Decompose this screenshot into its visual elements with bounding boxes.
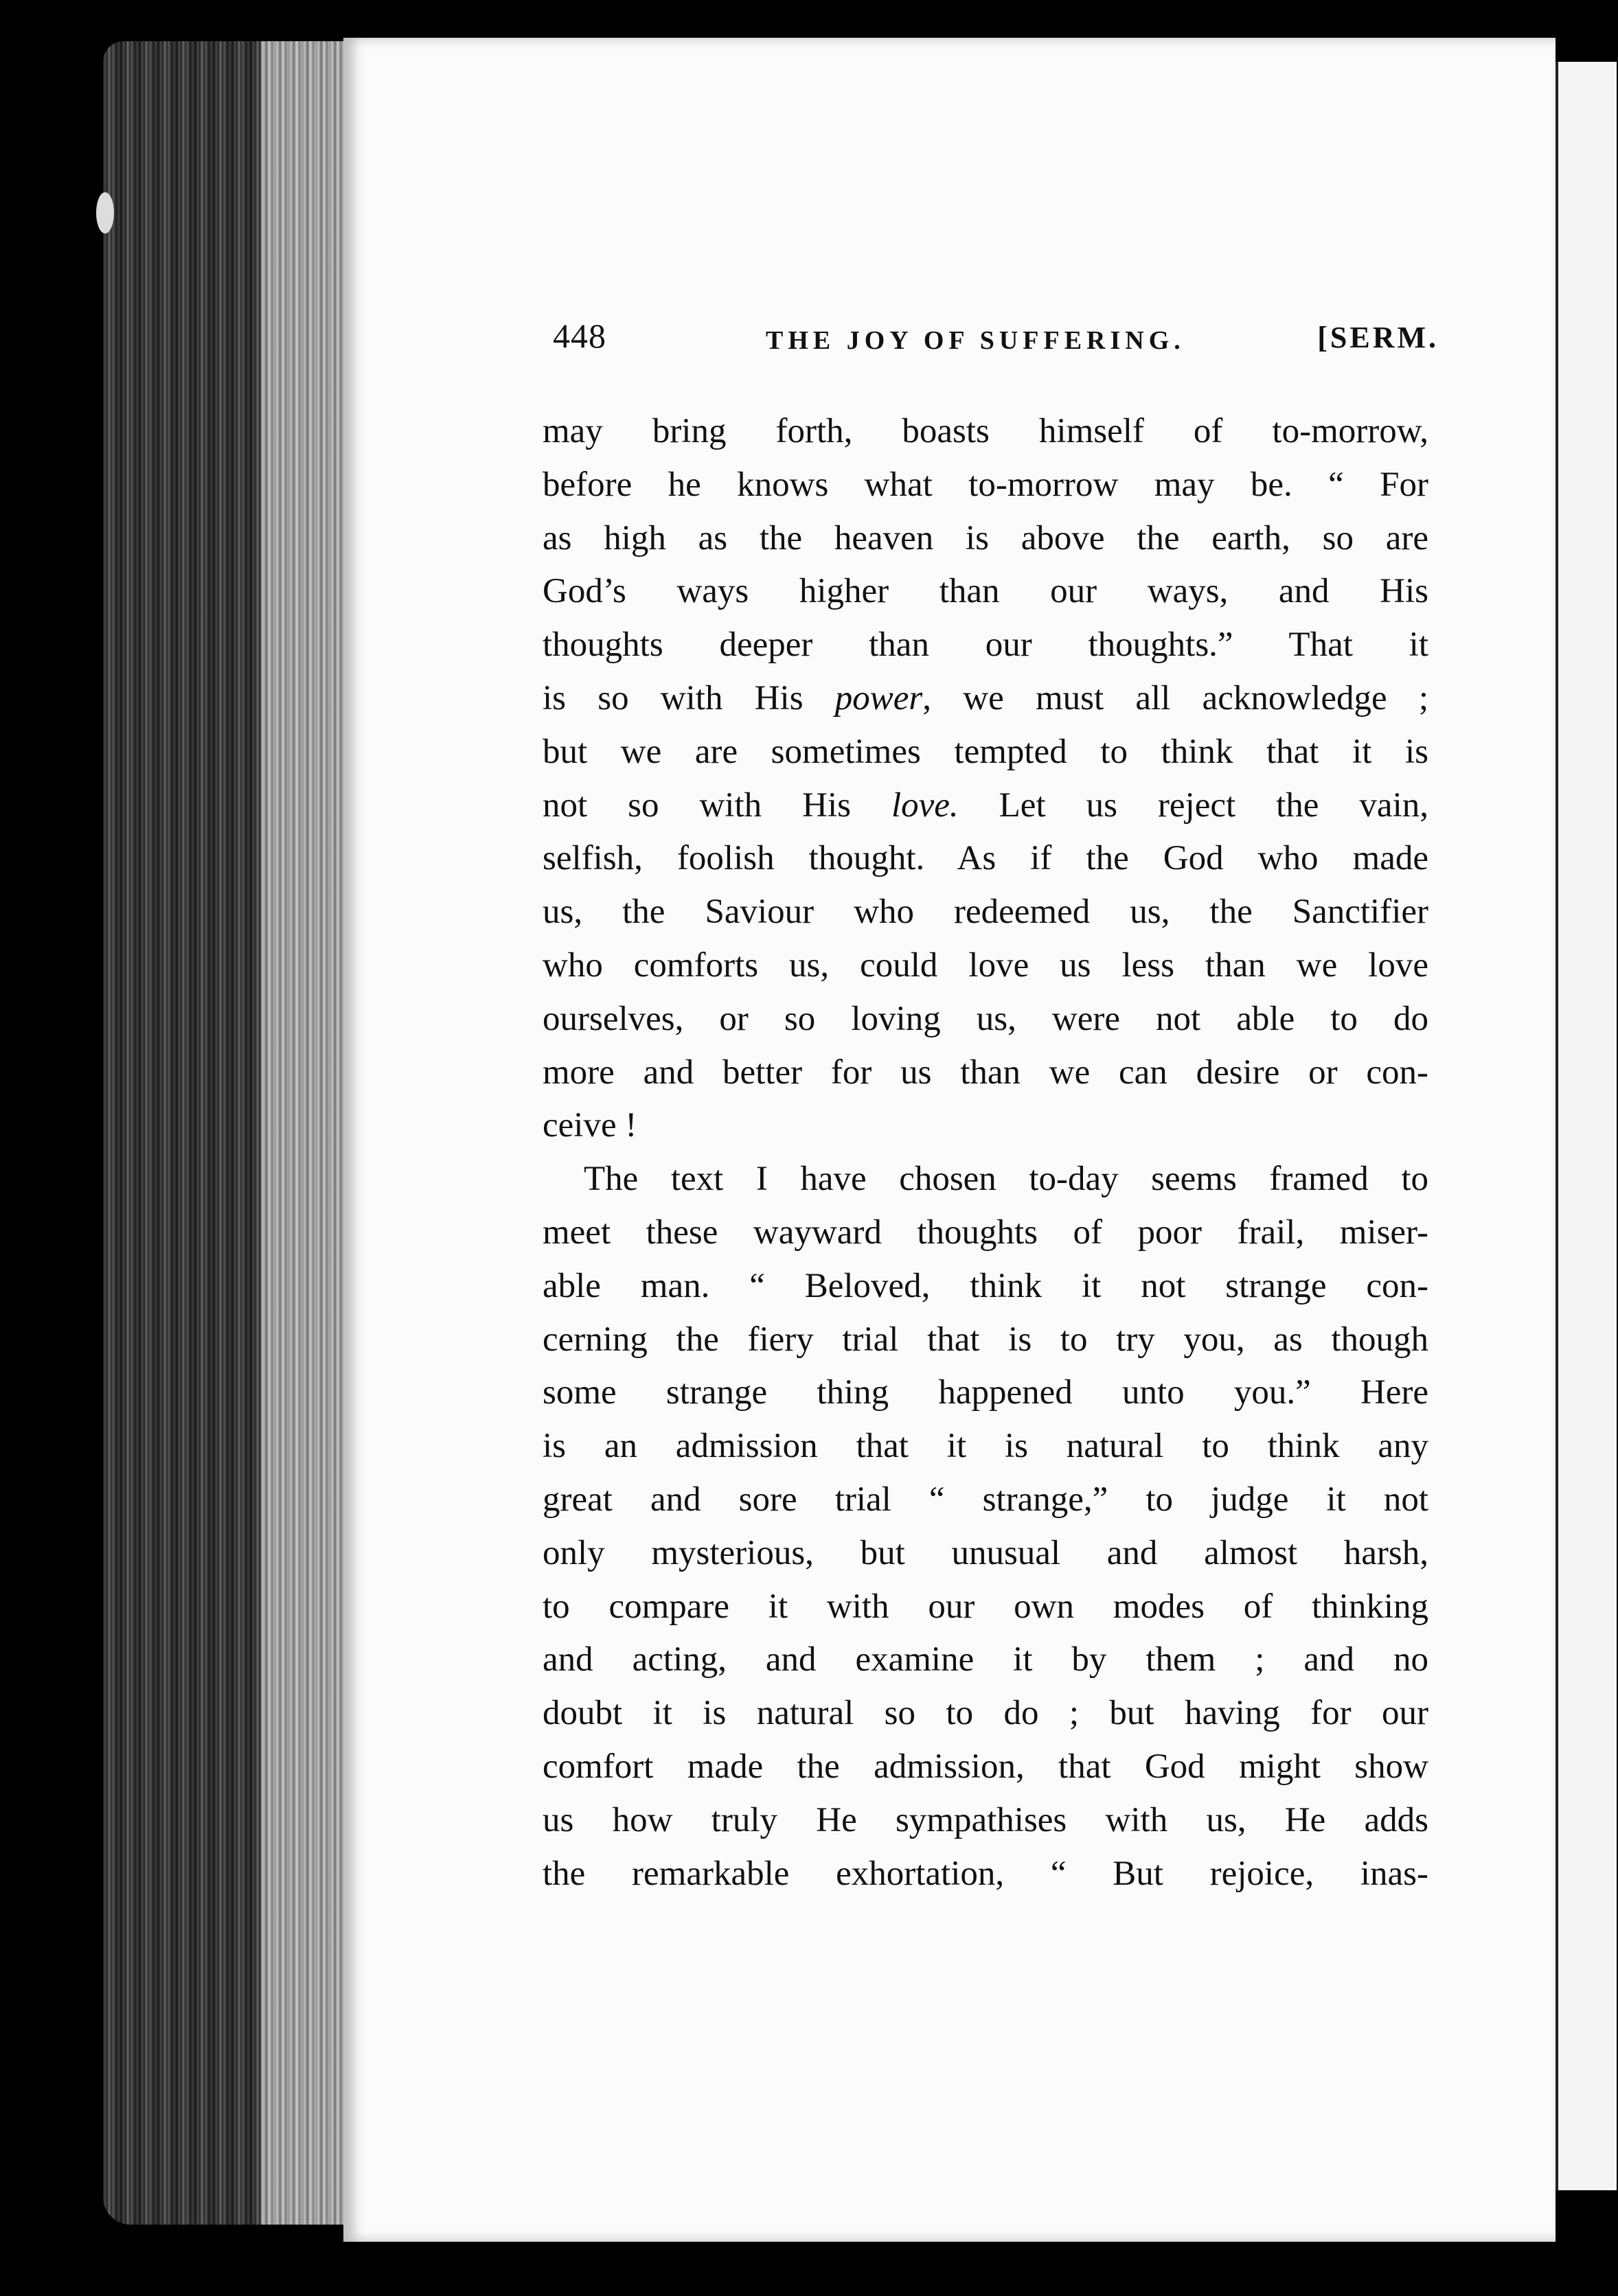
body-text: [543, 405, 1428, 1901]
text-line: comfort made the admission, that God might show: [543, 1747, 1428, 1786]
text-line: us, the Saviour who redeemed us, the Sanctifier: [543, 893, 1428, 932]
text-line: God’s ways higher than our ways, and His: [543, 572, 1428, 611]
text-line: thoughts deeper than our thoughts.” That it: [543, 625, 1428, 665]
text-line: some strange thing happened unto you.” Here: [543, 1373, 1428, 1412]
text-line: is an admission that it is natural to think any: [543, 1427, 1428, 1466]
text-line: selfish, foolish thought. As if the God who made: [543, 839, 1428, 878]
text-line: cerning the fiery trial that is to try you, as though: [543, 1320, 1428, 1359]
text-line: great and sore trial “ strange,” to judge it not: [543, 1480, 1428, 1519]
text-line: to compare it with our own modes of thinking: [543, 1587, 1428, 1626]
text-line: The text I have chosen to-day seems framed to: [584, 1160, 1428, 1199]
text-line: and acting, and examine it by them ; and no: [543, 1640, 1428, 1679]
text-line: not so with His love. Let us reject the vain,: [543, 785, 1428, 825]
text-line: before he knows what to-morrow may be. “ For: [543, 465, 1428, 504]
text-line: but we are sometimes tempted to think that it is: [543, 732, 1428, 771]
text-line: as high as the heaven is above the earth, so are: [543, 518, 1428, 558]
text-line: meet these wayward thoughts of poor frail, miser-: [543, 1213, 1428, 1252]
page-edges: [261, 41, 357, 2225]
text-line: the remarkable exhortation, “ But rejoice, inas-: [543, 1854, 1428, 1893]
scan-speck: [96, 192, 114, 233]
text-line: able man. “ Beloved, think it not strange con-: [543, 1266, 1428, 1305]
text-line: only mysterious, but unusual and almost harsh,: [543, 1533, 1428, 1572]
text-line: doubt it is natural so to do ; but having for our: [543, 1694, 1428, 1733]
text-line: ceive !: [543, 1106, 637, 1145]
section-marker: [SERM.: [1317, 321, 1439, 354]
running-head: [553, 316, 1439, 371]
text-line: ourselves, or so loving us, were not able to do: [543, 999, 1428, 1038]
text-line: more and better for us than we can desire or con-: [543, 1053, 1428, 1092]
emphasis-word: power: [834, 678, 923, 718]
text-line: who comforts us, could love us less than we love: [543, 945, 1428, 985]
emphasis-word: love.: [891, 785, 959, 825]
running-title: THE JOY OF SUFFERING.: [766, 326, 1185, 355]
text-line: us how truly He sympathises with us, He adds: [543, 1800, 1428, 1839]
text-line: is so with His power, we must all acknowledge ;: [543, 678, 1428, 718]
text-line: may bring forth, boasts himself of to-morrow,: [543, 412, 1428, 450]
facing-page-edge: [1556, 62, 1617, 2190]
page-number: 448: [553, 317, 606, 355]
